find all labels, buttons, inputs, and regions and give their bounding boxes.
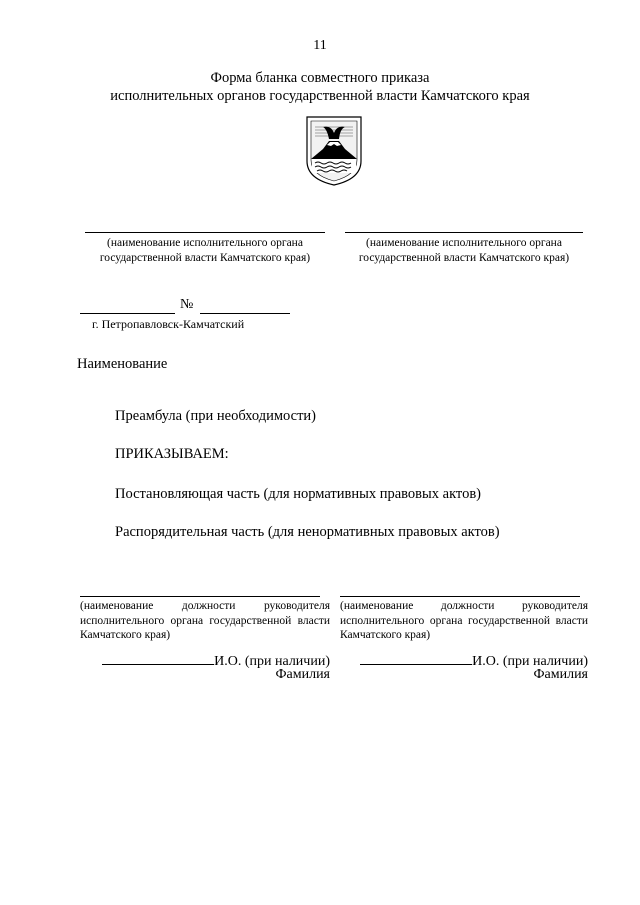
form-title-line-2: исполнительных органов государственной власти Камчатского края — [110, 88, 530, 104]
order-word: ПРИКАЗЫВАЕМ: — [115, 446, 229, 462]
number-line — [200, 313, 290, 314]
normative-part-text: Постановляющая часть (для нормативных правовых актов) — [115, 486, 482, 502]
preamble-text: Преамбула (при необходимости) — [115, 408, 316, 424]
organization-1-caption-line-1: (наименование исполнительного органа — [107, 237, 303, 249]
document-name: Наименование — [77, 356, 168, 372]
organization-2-caption-line-1: (наименование исполнительного органа — [366, 237, 562, 249]
signature-1-initials: И.О. (при наличии) — [214, 654, 330, 669]
signature-1-line — [102, 651, 214, 665]
organization-2-caption — [333, 236, 595, 266]
signature-2-line — [360, 651, 472, 665]
organization-1-underline — [85, 232, 325, 233]
form-title-line-1: Форма бланка совместного приказа — [210, 70, 430, 86]
administrative-part-text: Распорядительная часть (для ненормативных правовых актов) — [115, 524, 500, 540]
signature-2-caption: (наименование должности руководителя исполнительного органа государственной власти Камчатского края) — [340, 600, 588, 641]
organization-2-underline — [345, 232, 583, 233]
organization-1-caption-line-2: государственной власти Камчатского края) — [99, 252, 311, 264]
signature-1-caption: (наименование должности руководителя исполнительного органа государственной власти Камчатского края) — [80, 600, 330, 641]
signature-1-surname: Фамилия — [275, 667, 330, 682]
signature-2-surname: Фамилия — [533, 667, 588, 682]
number-sign: № — [180, 297, 194, 312]
signature-2-initials: И.О. (при наличии) — [472, 654, 588, 669]
date-line — [80, 313, 175, 314]
page-number: 11 — [313, 38, 327, 53]
organization-1-caption — [78, 236, 332, 266]
city-label: г. Петропавловск-Камчатский — [92, 317, 245, 331]
signature-1-underline — [80, 596, 320, 597]
signature-2-underline — [340, 596, 580, 597]
organization-2-caption-line-2: государственной власти Камчатского края) — [358, 252, 570, 264]
kamchatka-coat-of-arms-icon — [305, 115, 363, 187]
